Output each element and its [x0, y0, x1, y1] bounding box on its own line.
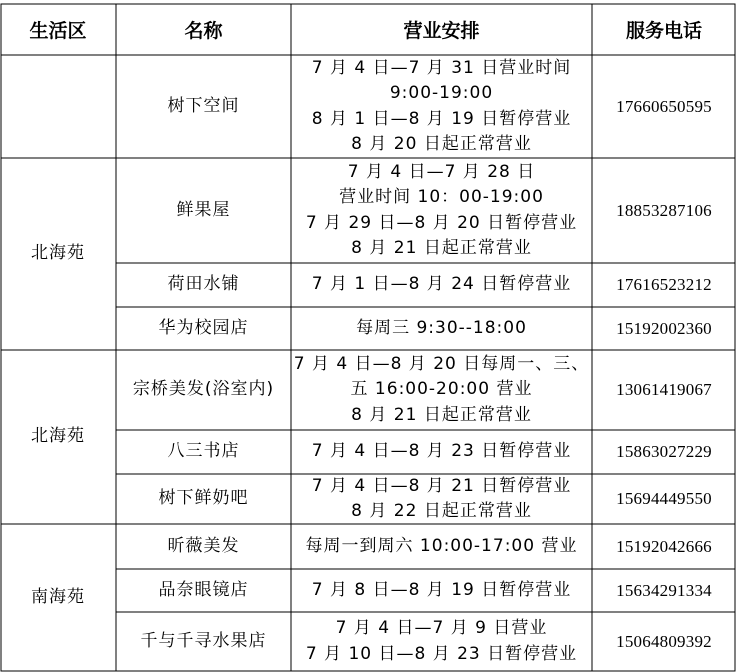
schedule-cell	[291, 158, 592, 263]
phone-number: 15863027229	[616, 442, 712, 461]
schedule-cell	[291, 263, 592, 307]
schedule-cell	[291, 350, 592, 430]
schedule-cell	[291, 524, 592, 569]
schedule-line: 7 月 4 日—7 月 9 日营业	[335, 618, 548, 638]
schedule-line: 8 月 21 日起正常营业	[351, 404, 532, 425]
schedule-line: 7 月 1 日—8 月 24 日暂停营业	[311, 274, 572, 295]
schedule-line: 7 月 4 日—7 月 31 日营业时间	[311, 57, 572, 78]
schedule-cell	[291, 55, 592, 158]
phone-number: 15064809392	[616, 631, 712, 651]
schedule-line: 7 月 4 日—8 月 23 日暂停营业	[311, 441, 572, 462]
store-name: 华为校园店	[158, 317, 249, 338]
schedule-line: 7 月 8 日—8 月 19 日暂停营业	[311, 579, 572, 600]
header-area: 生活区	[29, 21, 87, 42]
phone-number: 15634291334	[616, 580, 712, 600]
schedule-line: 营业时间 10：00-19:00	[339, 187, 544, 207]
phone-number: 15192002360	[616, 318, 712, 338]
store-name: 品奈眼镜店	[158, 579, 249, 600]
phone-number: 13061419067	[616, 380, 712, 399]
schedule-line: 8 月 22 日起正常营业	[351, 501, 532, 521]
store-name: 树下空间	[167, 95, 240, 116]
area-cell-empty	[0, 55, 116, 158]
schedule-line: 7 月 29 日—8 月 20 日暂停营业	[305, 212, 578, 233]
store-name: 八三书店	[167, 441, 240, 462]
schedule-line: 8 月 1 日—8 月 19 日暂停营业	[311, 108, 572, 129]
schedule-line: 每周三 9:30--18:00	[356, 317, 527, 338]
schedule-line: 7 月 4 日—8 月 21 日暂停营业	[311, 475, 572, 496]
store-name: 千与千寻水果店	[140, 630, 267, 651]
phone-number: 17616523212	[616, 275, 712, 294]
schedule-cell	[291, 430, 592, 474]
header-phone: 服务电话	[625, 21, 702, 42]
store-name: 宗桥美发(浴室内)	[132, 379, 275, 400]
header-name: 名称	[184, 21, 223, 42]
store-name: 树下鲜奶吧	[158, 488, 249, 509]
schedule-cell	[291, 569, 592, 612]
schedule-cell	[291, 612, 592, 671]
phone-number: 15192042666	[616, 536, 712, 556]
schedule-line: 五 16:00-20:00 营业	[350, 379, 533, 400]
area-cell: 南海苑	[31, 586, 85, 607]
schedule-line: 8 月 20 日起正常营业	[351, 134, 532, 154]
store-name: 荷田水铺	[167, 274, 240, 295]
store-name: 昕薇美发	[167, 535, 240, 556]
phone-number: 15694449550	[616, 489, 712, 508]
schedule-line: 7 月 4 日—7 月 28 日	[347, 161, 536, 182]
area-cell: 北海苑	[31, 243, 85, 264]
schedule-cell	[291, 307, 592, 350]
schedule-line: 7 月 4 日—8 月 20 日每周一、三、	[293, 353, 590, 374]
schedule-line: 9:00-19:00	[389, 83, 494, 103]
schedule-line: 7 月 10 日—8 月 23 日暂停营业	[305, 643, 578, 664]
store-name: 鲜果屋	[176, 199, 231, 220]
area-cell: 北海苑	[31, 426, 85, 447]
schedule-line: 每周一到周六 10:00-17:00 营业	[305, 535, 578, 556]
phone-number: 18853287106	[616, 200, 712, 220]
schedule-line: 8 月 21 日起正常营业	[351, 238, 532, 258]
header-schedule: 营业安排	[403, 21, 480, 42]
phone-number: 17660650595	[616, 96, 712, 116]
schedule-cell	[291, 474, 592, 524]
